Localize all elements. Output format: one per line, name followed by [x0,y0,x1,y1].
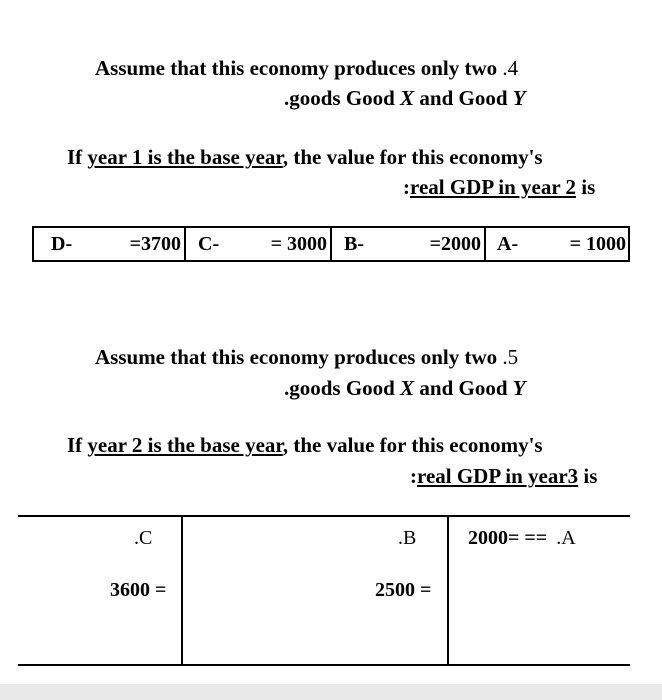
q4-good-x: X [400,86,415,110]
q5-option-b-value[interactable]: 2500 = [375,579,432,601]
q5-real-gdp: real GDP in year3 [417,464,579,488]
q4-prompt-pre: If [67,145,88,169]
q5-prompt-line1 [67,433,543,458]
q5-divider-1 [181,517,183,664]
q4-options-table [32,226,630,262]
q4-goods-pre: .goods Good [284,86,401,110]
q4-colon: : [403,175,410,199]
q5-option-b-label[interactable]: .B [398,527,417,549]
q5-number: .5 [502,345,519,369]
q4-option-b[interactable] [332,227,486,261]
q4-option-b-letter: B- [344,232,364,255]
q4-option-a[interactable] [486,227,629,261]
q5-option-a-label: .A [556,527,576,549]
q5-good-y: Y [512,376,526,400]
q4-option-b-value: =2000 [429,232,481,255]
q5-prompt-is: is [578,464,598,488]
q5-option-a[interactable] [468,527,576,550]
q4-base-year: year 1 is the base year [87,145,283,169]
q5-option-a-value: 2000= == [468,527,548,549]
q5-divider-2 [447,517,449,664]
q4-intro-text: Assume that this economy produces only two [95,56,503,80]
q5-goods-pre: .goods Good [284,376,401,400]
q5-prompt-post: , the value for this economy's [282,433,543,457]
q5-prompt-line2 [410,464,597,489]
q5-good-x: X [400,376,415,400]
q4-option-a-letter: A- [497,232,519,255]
q4-intro-line2 [284,86,526,111]
q4-goods-mid: and Good [414,86,513,110]
q4-number: .4 [502,56,519,80]
q4-good-y: Y [512,86,526,110]
q4-real-gdp: real GDP in year 2 [410,175,577,199]
q4-prompt-is: is [576,175,596,199]
q5-intro-line2 [284,376,526,401]
q4-option-d-letter: D- [51,232,73,255]
q5-colon: : [410,464,417,488]
q5-intro-line1 [95,345,518,370]
q5-intro-text: Assume that this economy produces only two [95,345,503,369]
q4-option-d-value: =3700 [129,232,181,255]
q5-option-c-label[interactable]: .C [134,527,153,549]
q4-intro-line1 [95,56,518,81]
q5-base-year: year 2 is the base year [87,433,283,457]
q5-prompt-pre: If [67,433,88,457]
q4-prompt-line2 [403,175,595,200]
q4-option-c[interactable] [186,227,332,261]
bottom-bar [0,684,662,700]
q4-prompt-post: , the value for this economy's [282,145,543,169]
q4-option-d[interactable] [33,227,186,261]
q5-goods-mid: and Good [414,376,513,400]
q5-options-table [18,515,630,666]
q4-option-a-value: = 1000 [569,232,626,255]
q5-option-c-value[interactable]: 3600 = [110,579,167,601]
q4-option-c-value: = 3000 [270,232,327,255]
q4-option-c-letter: C- [198,232,220,255]
q4-prompt-line1 [67,145,543,170]
